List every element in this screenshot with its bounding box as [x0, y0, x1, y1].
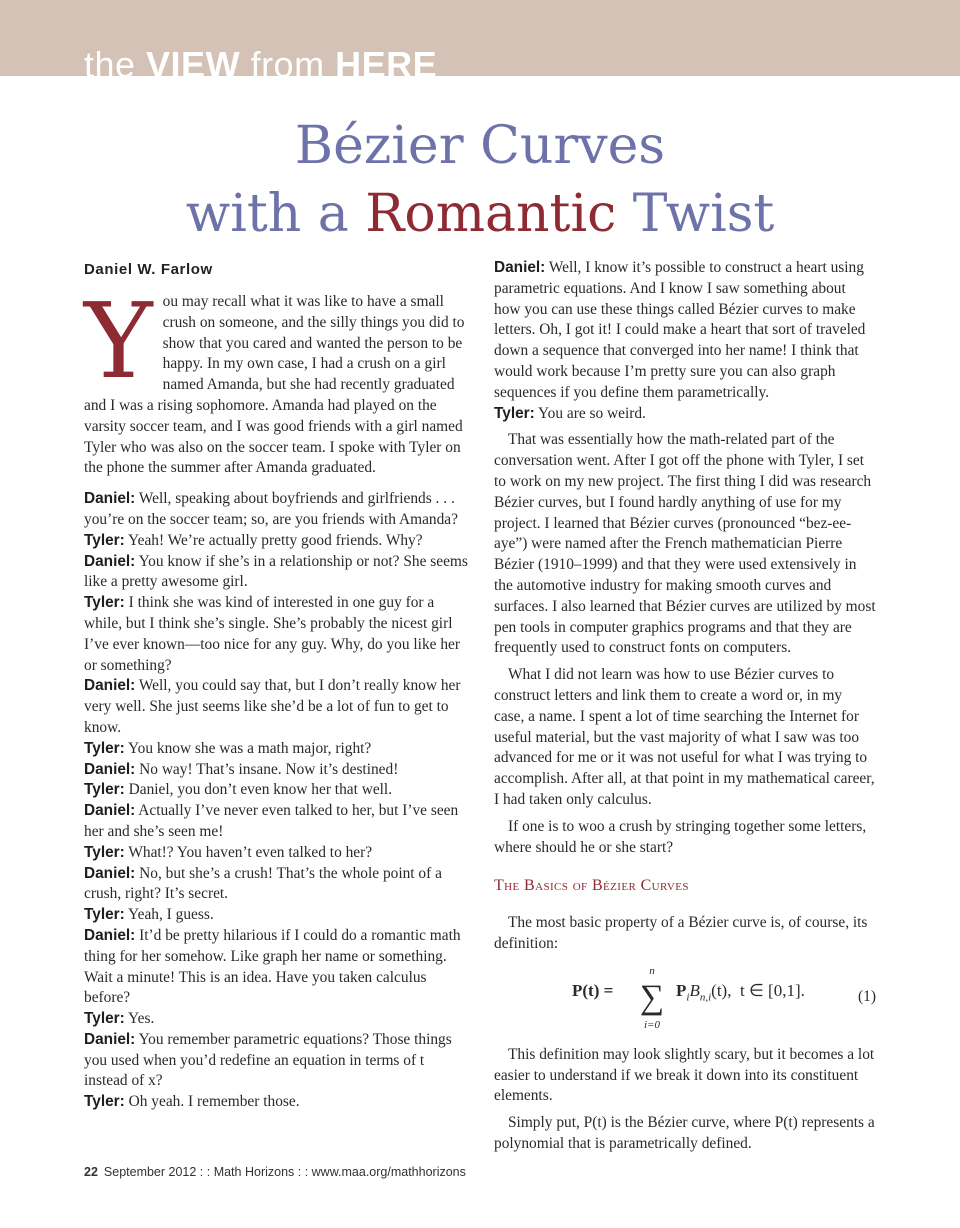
banner-word-here: HERE: [335, 44, 438, 85]
equation-point: P: [676, 980, 687, 1000]
dialogue-line: [494, 258, 876, 404]
dialogue-text: You remember parametric equations? Those things you used when you’d redefine an equation in terms of t instead of x?: [84, 1030, 452, 1090]
body-paragraph: What I did not learn was how to use Bézier curves to construct letters and link them to create a word or, in my case, a name. I spent a lot of time searching the Internet for useful material, but the vast majority of what I saw was too advanced for me or it was not useful for what I was trying to accomplish. After all, at that point in my mathematical career, I had taken only calculus.: [494, 666, 875, 808]
dialogue-line: [84, 1030, 468, 1092]
title-accent-word: Romantic: [365, 184, 617, 244]
dialogue-line: [84, 593, 468, 676]
equation-basis-arg: (t),: [711, 980, 732, 1000]
dialogue-line: [84, 676, 468, 738]
equation-rhs: [676, 981, 731, 1008]
dialogue-line: [84, 760, 468, 781]
dialogue-text: Oh yeah. I remember those.: [124, 1093, 300, 1111]
dialogue-text: Daniel, you don’t even know her that well.: [124, 781, 393, 799]
speaker-label: Daniel:: [84, 677, 136, 695]
title-line-2-end: Twist: [616, 184, 775, 244]
dialogue-text: You know if she’s in a relationship or not? She seems like a pretty awesome girl.: [84, 552, 468, 591]
dialogue-line: [84, 864, 468, 906]
body-paragraph: Simply put, P(t) is the Bézier curve, where P(t) represents a polynomial that is parametrically defined.: [494, 1114, 875, 1152]
page-footer: [84, 1165, 466, 1179]
dialogue-text: You know she was a math major, right?: [124, 739, 372, 757]
title-line-2: [0, 180, 960, 248]
dialogue-text: What!? You haven’t even talked to her?: [124, 843, 373, 861]
author-byline: Daniel W. Farlow: [84, 261, 213, 278]
equation-basis-sub: n,i: [699, 991, 712, 1004]
speaker-label: Daniel:: [84, 926, 136, 944]
sum-lower-limit: i=0: [644, 1018, 660, 1031]
footer-text: September 2012 : : Math Horizons : : www.maa.org/mathhorizons: [103, 1165, 466, 1179]
dialogue-line: [84, 801, 468, 843]
dialogue-text: You are so weird.: [534, 404, 646, 422]
dialogue-right: [494, 258, 876, 424]
speaker-label: Tyler:: [84, 531, 125, 549]
sum-upper-limit: n: [649, 964, 655, 977]
dialogue-text: It’d be pretty hilarious if I could do a romantic math thing for her somehow. Like graph her name or something. Wait a minute! This is an idea. Have you taken calculus before?: [84, 926, 461, 1007]
banner-title: [84, 40, 437, 90]
body-paragraph: This definition may look slightly scary, but it becomes a lot easier to understand if we break it down into its constituent elements.: [494, 1045, 875, 1105]
dialogue-line: [84, 489, 468, 531]
equation-basis: B: [689, 980, 700, 1000]
left-column: [84, 258, 468, 1113]
dialogue-line: [84, 552, 468, 594]
section-banner: [0, 0, 960, 85]
speaker-label: Daniel:: [494, 259, 546, 276]
dialogue-line: [84, 905, 468, 926]
speaker-label: Daniel:: [84, 552, 136, 570]
dialogue-line: [84, 1092, 468, 1113]
intro-text: ou may recall what it was like to have a small crush on someone, and the silly things you did to show that you cared and wanted the person to be happy. In my own case, I had a crush on a girl named Amanda, but she had recently graduated and I was a rising sophomore. Amanda had played on the varsity soccer team, and I was good friends with a girl named Tyler who was also on the soccer team. I spoke with Tyler on the phone the summer after Amanda graduated.: [84, 293, 465, 477]
speaker-label: Tyler:: [84, 739, 125, 757]
dialogue-text: Yeah, I guess.: [124, 906, 214, 924]
speaker-label: Tyler:: [84, 906, 125, 924]
dialogue-text: Yes.: [124, 1010, 155, 1028]
dialogue-text: No, but she’s a crush! That’s the whole point of a crush, right? It’s secret.: [84, 864, 442, 903]
equation-point-sub: i: [686, 991, 690, 1004]
dialogue-text: Yeah! We’re actually pretty good friends. Why?: [124, 531, 423, 549]
banner-word-view: VIEW: [146, 44, 241, 85]
speaker-label: Tyler:: [84, 594, 125, 612]
title-line-1: Bézier Curves: [294, 116, 666, 176]
dialogue-line: [84, 843, 468, 864]
speaker-label: Tyler:: [84, 1093, 125, 1111]
equation-body: [572, 981, 613, 1002]
speaker-label: Daniel:: [84, 760, 136, 778]
speaker-label: Tyler:: [494, 404, 535, 422]
title-line-2-start: with a: [185, 184, 366, 244]
section-intro: The most basic property of a Bézier curve is, of course, its definition:: [494, 914, 868, 952]
banner-middle: from: [240, 44, 336, 85]
speaker-label: Daniel:: [84, 1030, 136, 1048]
dialogue-text: I think she was kind of interested in one guy for a while, but I think she’s single. She’s probably the nicest girl I’ve ever known—too nice for any guy. Why, do you like her or something?: [84, 594, 460, 674]
sigma-icon: ∑: [639, 978, 665, 1016]
article-title: [0, 112, 960, 248]
equation-domain: t ∈ [0,1].: [740, 980, 805, 1000]
intro-paragraph: [84, 280, 468, 479]
dialogue-text: No way! That’s insane. Now it’s destined!: [135, 760, 399, 778]
speaker-label: Tyler:: [84, 1010, 125, 1028]
body-paragraph: That was essentially how the math-related part of the conversation went. After I got off the phone with Tyler, I set to work on my new project. The first thing I did was research Bézier curves, but I found hardly anything of use for my project. I learned that Bézier curves (pronounced “bez-ee-aye”) were named after the French mathematician Pierre Bézier (1910–1999) and that they were used extensively in the automotive industry for making smooth curves and surfaces. I also learned that Bézier curves are utilized by most pen tools in computer graphics programs and that they are frequently used to construct fonts on computers.: [494, 431, 876, 657]
dialogue-line: [84, 531, 468, 552]
body-paragraph: If one is to woo a crush by stringing together some letters, where should he or she start?: [494, 817, 867, 856]
dialogue-left: [84, 489, 468, 1113]
equation-number: (1): [858, 987, 876, 1005]
speaker-label: Daniel:: [84, 802, 136, 820]
equation-1: [494, 965, 876, 1035]
dialogue-text: Actually I’ve never even talked to her, but I’ve seen her and she’s seen me!: [84, 802, 459, 840]
right-column: [494, 258, 876, 1155]
speaker-label: Tyler:: [84, 781, 125, 799]
banner-prefix: the: [84, 44, 147, 85]
speaker-label: Daniel:: [84, 490, 136, 508]
dialogue-text: Well, speaking about boyfriends and girlfriends . . . you’re on the soccer team; so, are you friends with Amanda?: [84, 490, 458, 528]
drop-cap: Y: [84, 280, 153, 402]
equation-lhs: P(t) =: [572, 980, 614, 1000]
dialogue-line: [84, 739, 468, 760]
dialogue-line: [84, 780, 468, 801]
page-number: 22: [84, 1165, 98, 1179]
dialogue-line: [84, 926, 468, 1009]
dialogue-line: [84, 1009, 468, 1030]
speaker-label: Daniel:: [84, 864, 136, 882]
summation-symbol: [632, 965, 672, 1031]
dialogue-line: [494, 404, 876, 425]
dialogue-text: Well, you could say that, but I don’t really know her very well. She just seems like she’d be a lot of fun to get to know.: [84, 677, 461, 736]
speaker-label: Tyler:: [84, 843, 125, 861]
dialogue-text: Well, I know it’s possible to construct a heart using parametric equations. And I know I saw something about how you can use these things called Bézier curves to make letters. Oh, I got it! I could make a heart that sort of traveled down a sequence that converged into her name! I think that would work because I’m pretty sure you can also graph sequences if you define them parametrically.: [494, 259, 866, 401]
section-heading: The Basics of Bézier Curves: [494, 877, 689, 895]
